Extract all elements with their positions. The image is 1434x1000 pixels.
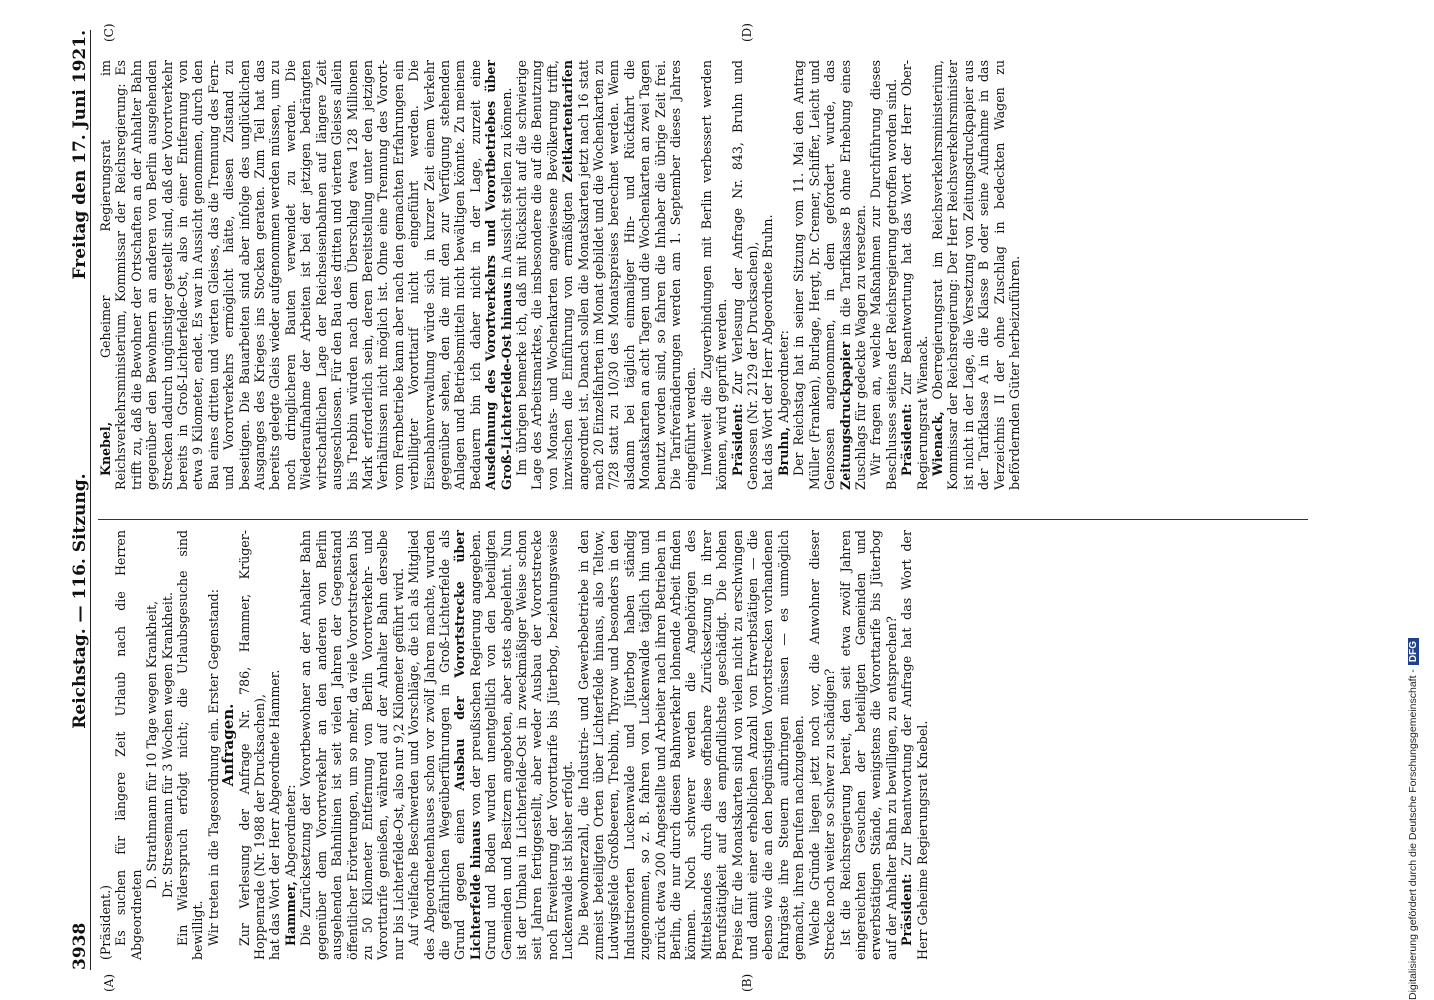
paragraph: Ein Widerspruch erfolgt nicht; die Urlaubsgesuche sind bewilligt. (175, 530, 206, 960)
paragraph: Oberregierungsrat im Reichsverkehrsministerium, Kommissar der Reichsregierung: Der Herr Reichsverkehrsminister ist nicht in der Lage, die Versetzung von Zeitungsdruckpapier aus der Tarifklasse A in die Klasse B oder seine Aufnahme in das Verzeichnis II der ohne Zuschlag in bedeckten Wagen zu befördernden Güter herbeizuführen. (929, 60, 1022, 490)
paragraph: in Aussicht stellen zu können. (498, 87, 514, 283)
section-heading: Anfragen. (219, 703, 238, 787)
speaker-name: Präsident: (899, 403, 915, 476)
dfg-logo: DFG (1408, 638, 1419, 665)
emphasis-text: Ausbau der Vorortstrecke über Lichterfelde hinaus (452, 530, 483, 960)
credit-text: Digitalisierung gefördert durch die Deutsche Forschungsgemeinschaft - (1407, 669, 1419, 1000)
paragraph: angeordnet ist. Danach sollen die Monatskarten jetzt nach 16 statt nach 20 Einzelfahrten im Monat gebildet und die Wochenkarten zu 7/28 statt zu 10/30 des Monatspreises berechnet werden. Wenn alsdann bei täglich einmaliger Hin- und Rückfahrt die Monatskarten an acht Tagen und die Wochenkarten an zwei Tagen benutzt worden sind, so fahren die Inhaber die übrige Zeit frei. Die Tarifveränderungen werden am 1. September dieses Jahres eingeführt werden. (575, 60, 699, 490)
paragraph: von der preußischen Regierung angegeben. Grund und Boden wurden unentgeltlich von den beteiligten Gemeinden und Besitzern angeboten, aber stets abgelehnt. Nun ist der Umbau in Lichterfelde-Ost in zweckmäßiger Weise schon seit Jahren fertiggestellt, aber weder Ausbau der Vorortstrecke noch Erweiterung der Vororttarife bis Jüterbog, beziehungsweise Luckenwalde ist bisher erfolgt. (467, 530, 576, 960)
margin-mark-a: (A) (102, 973, 116, 992)
paragraph: Dr. Stresemann für 3 Wochen wegen Krankheit. (159, 592, 175, 898)
paragraph: Die Zurücksetzung der Vorortbewohner an der Anhalter Bahn gegenüber dem Vorortverkehr an den anderen von Berlin ausgehenden Bahnlinien ist seit vielen Jahren der Gegenstand öffentlicher Erörterungen, um so mehr, da viele Vorortstrecken bis zu 50 Kilometer Entfernung von Berlin Vorortverkehr- und Vororttarife genießen, während auf der Anhalter Bahn derselbe nur bis Lichterfelde-Ost, also nur 9,2 Kilometer geführt wird. (298, 530, 406, 960)
emphasis-text: Zeitungsdruckpapier (837, 341, 853, 490)
paragraph: Auf vielfache Beschwerden und Vorschläge, die ich als Mitglied des Abgeordnetenhauses schon vor zwölf Jahren machte, wurden die gefährlichen Wegeüberführungen in Groß-Lichterfelde als Grund gegen einen (406, 530, 468, 960)
speaker-name: Knebel, (98, 421, 113, 476)
paragraph: D. Strathmann für 10 Tage wegen Krankheit, (144, 600, 160, 890)
digitization-credit (1407, 0, 1419, 1000)
paragraph: Ist die Reichsregierung bereit, den seit etwa zwölf Jahren eingereichten Gesuchen der beteiligten Gemeinden und erwerbstätigen Stände, wenigstens die Vororttarife bis Jüterbog auf der Anhalter Bahn zu bewilligen, zu entsprechen? (837, 530, 899, 960)
paragraph: hat das Wort der Herr Abgeordnete Hammer. (267, 669, 283, 960)
paragraph: Es suchen für längere Zeit Urlaub nach die Herren Abgeordneten (113, 530, 144, 960)
page-header (50, 30, 91, 970)
paragraph: in die Tarifklasse B ohne Erhebung eines Zuschlags für gedeckte Wagen zu versetzen. (837, 60, 868, 490)
page-number: 3938 (70, 922, 90, 970)
speaker-name: Hammer, (282, 881, 298, 946)
emphasis-text: Zeitkartentarifen (560, 60, 576, 183)
paragraph: Im übrigen bemerke ich, daß mit Rücksicht auf die schwierige Lage des Arbeitsmarktes, die insbesondere die auf die Benutzung von Monats- und Wochenkarten angewiesene Bevölkerung trifft, inzwischen die Einführung von ermäßigten (513, 60, 576, 490)
page-content (40, 0, 1380, 1000)
paragraph: Zur Beantwortung der Anfrage hat das Wort der Herr Geheime Regierungsrat Knebel. (899, 530, 930, 960)
paragraph: Zur Verlesung der Anfrage Nr. 786, Hammer, Krüger-Hoppenrade (Nr. 1988 der Drucksachen), (236, 530, 268, 960)
paragraph: Wir treten in die Tagesordnung ein. Erster Gegenstand: (205, 589, 221, 946)
right-column (98, 60, 1022, 490)
speaker-continuation: (Präsident.) (98, 884, 113, 960)
margin-mark-b: (B) (740, 973, 754, 992)
margin-mark-c: (C) (102, 23, 116, 42)
paragraph: Inwieweit die Zugverbindungen mit Berlin verbessert werden können, wird geprüft werden. (698, 60, 730, 490)
paragraph: Zur Beantwortung hat das Wort der Herr Ober-Regierungsrat Wienack. (899, 60, 930, 490)
speaker-role: Abgeordneter: (775, 330, 791, 427)
margin-mark-d: (D) (740, 23, 754, 42)
page-date: Freitag den 17. Juni 1921. (70, 30, 90, 280)
paragraph: Zur Verlesung der Anfrage Nr. 843, Bruhn und Genossen (Nr. 2129 der Drucksachen), (729, 60, 761, 490)
speaker-role: Abgeordneter: (282, 784, 298, 882)
paragraph: Der Reichstag hat in seiner Sitzung vom 11. Mai den Antrag Müller (Franken), Burlage, Hergt, Dr. Cremer, Schiffer, Leicht und Genossen angenommen, in dem gefordert wurde, das (791, 60, 838, 490)
page-title: Reichstag. — 116. Sitzung. (70, 473, 90, 729)
column-divider (98, 519, 1308, 520)
emphasis-text: Ausdehnung des Vorortverkehrs und Vorortbetriebes über Groß-Lichterfelde-Ost hinaus (483, 60, 514, 490)
speaker-name: Präsident: (729, 403, 745, 476)
speaker-name: Wienack, (929, 411, 945, 476)
paragraph: Die Bewohnerzahl, die Industrie- und Gewerbebetriebe in den zumeist beteiligten Orten über Lichterfelde hinaus, also Teltow, Ludwigsfelde Großbeeren, Trebbin, Thyrow und besonders in den Industrieorten Luckenwalde und Jüterbog haben ständig zugenommen, so z. B. fahren von Luckenwalde täglich hin und zurück etwa 200 Angestellte und Arbeiter nach ihren Betrieben in Berlin, die nur durch diesen Bahnverkehr lohnende Arbeit finden können. Noch schwerer werden die Angehörigen des Mittelstandes durch diese offenbare Zurücksetzung in ihrer Berufstätigkeit auf das empfindlichste geschädigt. Die hohen Preise für die Monatskarten sind von vielen nicht zu erschwingen und damit einer erheblichen Anzahl von Erwerbstätigen — die ebenso wie die an den begünstigten Vorortstrecken vorhandenen Fahrgäste ihre Steuern aufbringen müssen — es unmöglich gemacht, ihren Berufen nachzugehen. (575, 530, 807, 960)
paragraph: hat das Wort der Herr Abgeordnete Bruhn. (760, 214, 776, 490)
speaker-name: Bruhn, (775, 426, 791, 476)
paragraph: Wir fragen an, welche Maßnahmen zur Durchführung dieses Beschlusses seitens der Reichsregierung getroffen worden sind. (868, 60, 899, 490)
paragraph: Welche Gründe liegen jetzt noch vor, die Anwohner dieser Strecke noch weiter so schwer zu schädigen? (806, 530, 838, 960)
paragraph: Geheimer Regierungsrat im Reichsverkehrsministerium, Kommissar der Reichsregierung: Es trifft zu, daß die Bewohner der Ortschaften an der Anhalter Bahn gegenüber den Bewohnern an anderen von Berlin ausgehenden Strecken dadurch ungünstiger gestellt sind, daß der Vorortverkehr bereits in Groß-Lichterfelde-Ost, also in einer Entfernung von etwa 9 Kilometer, endet. Es war in Aussicht genommen, durch den Bau eines dritten und vierten Gleises, das die Trennung des Fern- und Vorortverkehrs ermöglicht hätte, diesen Zustand zu beseitigen. Die Bauarbeiten sind aber infolge des unglücklichen Ausganges des Krieges ins Stocken geraten. Zum Teil hat das bereits gelegte Gleis wieder aufgenommen werden müssen, um zu noch dringlicheren Bauten verwendet zu werden. Die Wiederaufnahme der Arbeiten ist bei der jetzigen bedrängten wirtschaftlichen Lage der Reichseisenbahnen auf längere Zeit ausgeschlossen. Für den Bau des dritten und vierten Gleises allein bis Trebbin würden nach dem Überschlag etwa 128 Millionen Mark erforderlich sein, deren Bereitstellung unter den jetzigen Verhältnissen nicht möglich ist. Ohne eine Trennung des Vorort- vom Fernbetriebe kann aber nach den gemachten Erfahrungen ein verbilligter Vororttarif nicht eingeführt werden. Die Eisenbahnverwaltung würde sich in kurzer Zeit einem Verkehr gegenüber sehen, den die mit den zur Verfügung stehenden Anlagen und Betriebsmitteln nicht bewältigen könnte. Zu meinem Bedauern bin ich daher nicht in der Lage, zurzeit eine (98, 60, 483, 490)
left-column (98, 530, 930, 960)
speaker-name: Präsident: (899, 873, 915, 946)
